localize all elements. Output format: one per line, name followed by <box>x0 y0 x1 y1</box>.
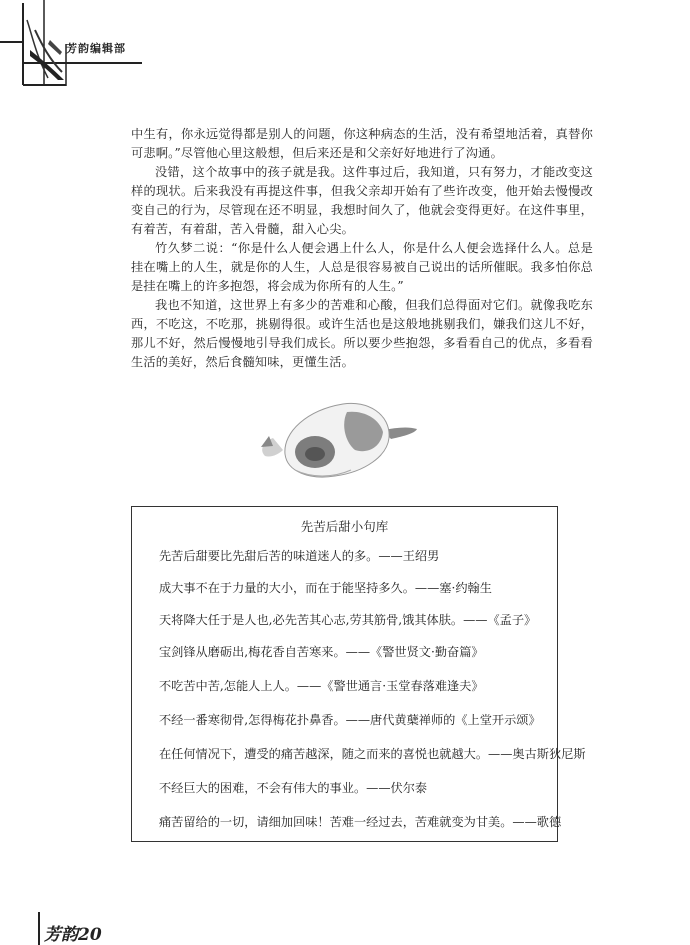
quote-item: 痛苦留给的一切，请细加回味！苦难一经过去，苦难就变为甘美。——歌德 <box>159 815 562 829</box>
sleeping-cat-illustration <box>255 392 420 492</box>
quote-box-title: 先苦后甜小句库 <box>300 519 389 534</box>
quote-item: 不经一番寒彻骨,怎得梅花扑鼻香。——唐代黄蘖禅师的《上堂开示颂》 <box>159 713 541 727</box>
quote-collection-box <box>131 506 586 842</box>
quote-item: 天将降大任于是人也,必先苦其心志,劳其筋骨,饿其体肤。——《孟子》 <box>159 613 537 627</box>
article-paragraph: 没错，这个故事中的孩子就是我。这件事过后，我知道，只有努力，才能改变这样的现状。后来我没有再提这件事，但我父亲却开始有了些许改变，他开始去慢慢改变自己的行为，尽管现在还不明显，我想时间久了，他就会变得更好。在这件事里，有着苦，有着甜，苦入骨髓，甜入心尖。 <box>131 165 593 236</box>
quote-item: 先苦后甜要比先甜后苦的味道迷人的多。——王绍男 <box>159 549 440 563</box>
footer-rule <box>38 912 40 945</box>
article-paragraph: 中生有，你永远觉得都是别人的问题，你这种病态的生活，没有希望地活着，真替你可悲啊。”尽管他心里这般想，但后来还是和父亲好好地进行了沟通。 <box>131 127 593 160</box>
page-number-label: 芳韵20 <box>44 925 102 945</box>
article-paragraph: 我也不知道，这世界上有多少的苦难和心酸，但我们总得面对它们。就像我吃东西，不吃这，不吃那，挑剔得很。或许生活也是这般地挑剔我们，嫌我们这儿不好，那儿不好，然后慢慢地引导我们成长。所以要少些抱怨，多看看自己的优点，多看看生活的美好，然后食髓知味，更懂生活。 <box>131 298 593 369</box>
quote-item: 成大事不在于力量的大小，而在于能坚持多久。——塞·约翰生 <box>159 581 492 595</box>
article-body <box>131 125 593 372</box>
quote-item: 不经巨大的困难，不会有伟大的事业。——伏尔泰 <box>159 781 428 795</box>
quote-item: 不吃苦中苦,怎能人上人。——《警世通言·玉堂春落难逢夫》 <box>159 679 484 693</box>
article-paragraph: 竹久梦二说：“你是什么人便会遇上什么人，你是什么人便会选择什么人。总是挂在嘴上的人生，就是你的人生，人总是很容易被自己说出的话所催眠。我多怕你总是挂在嘴上的许多抱怨，将会成为你所有的人生。” <box>131 241 593 293</box>
magazine-section-title: 芳韵编辑部 <box>66 42 126 55</box>
quote-item: 宝剑锋从磨砺出,梅花香自苦寒来。——《警世贤文·勤奋篇》 <box>159 645 484 659</box>
quote-item: 在任何情况下，遭受的痛苦越深，随之而来的喜悦也就越大。——奥古斯狄尼斯 <box>159 747 586 761</box>
